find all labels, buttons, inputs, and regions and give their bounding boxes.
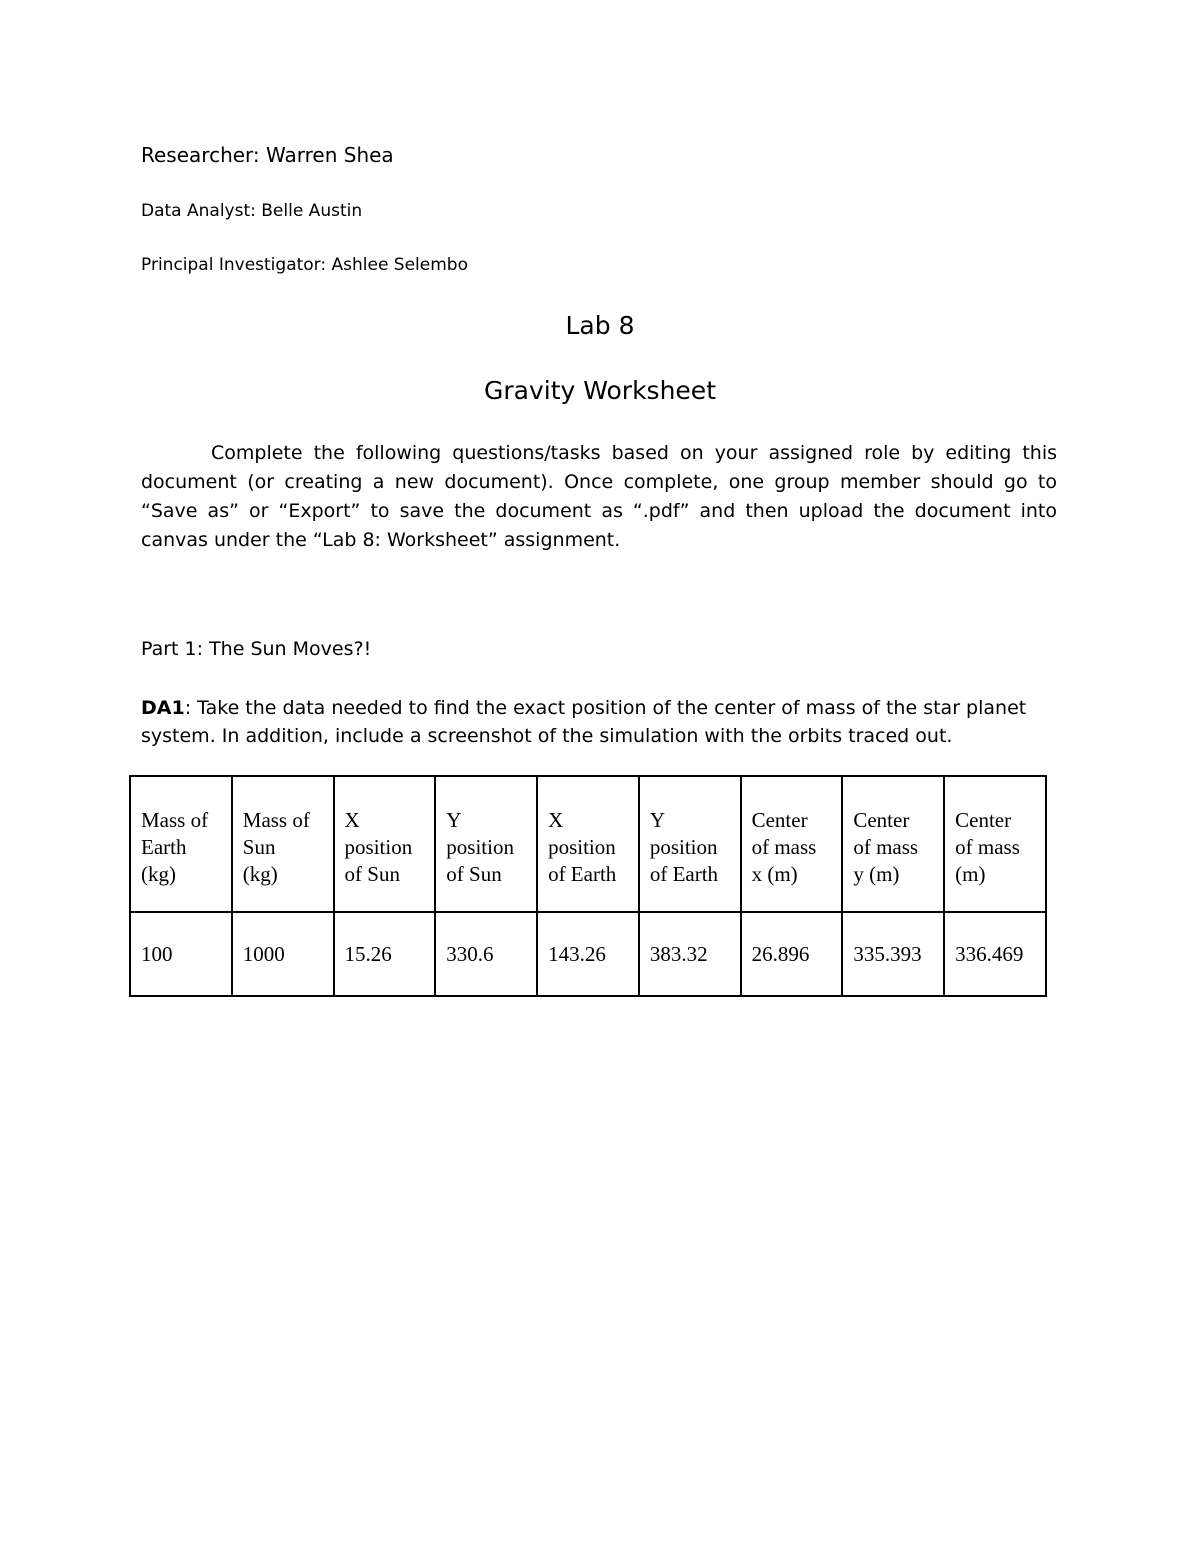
header-cell: Y position of Earth [639, 776, 741, 912]
part1-heading: Part 1: The Sun Moves?! [141, 638, 372, 660]
header-cell: Center of mass y (m) [842, 776, 944, 912]
table-row [130, 912, 1046, 996]
header-cell: Center of mass (m) [944, 776, 1046, 912]
lab-title: Lab 8 [565, 311, 635, 340]
table-header-row [130, 776, 1046, 912]
value-com-y: 335.393 [842, 912, 944, 996]
principal-investigator-line: Principal Investigator: Ashlee Selembo [141, 255, 468, 275]
value-com: 336.469 [944, 912, 1046, 996]
value-mass-sun: 1000 [232, 912, 334, 996]
value-x-sun: 15.26 [334, 912, 436, 996]
da1-label: DA1 [141, 697, 185, 719]
header-cell: Y position of Sun [435, 776, 537, 912]
value-mass-earth: 100 [130, 912, 232, 996]
worksheet-title: Gravity Worksheet [484, 376, 716, 405]
data-analyst-line: Data Analyst: Belle Austin [141, 201, 363, 221]
researcher-line: Researcher: Warren Shea [141, 143, 394, 167]
header-cell: Mass of Sun (kg) [232, 776, 334, 912]
header-cell: X position of Earth [537, 776, 639, 912]
header-cell: Center of mass x (m) [741, 776, 843, 912]
intro-paragraph: Complete the following questions/tasks based on your assigned role by editing this document (or creating a new document). Once complete, one group member should go to “Save as” or “Export” to save the document as “.pdf” and then upload the document into canvas under the “Lab 8: Worksheet” assignment. [141, 442, 1057, 551]
value-com-x: 26.896 [741, 912, 843, 996]
header-cell: Mass of Earth (kg) [130, 776, 232, 912]
value-y-earth: 383.32 [639, 912, 741, 996]
header-cell: X position of Sun [334, 776, 436, 912]
da1-task [141, 694, 1041, 750]
value-y-sun: 330.6 [435, 912, 537, 996]
da1-text: : Take the data needed to find the exact position of the center of mass of the star planet system. In addition, include a screenshot of the simulation with the orbits traced out. [141, 697, 1027, 747]
center-of-mass-table [129, 775, 1047, 997]
value-x-earth: 143.26 [537, 912, 639, 996]
